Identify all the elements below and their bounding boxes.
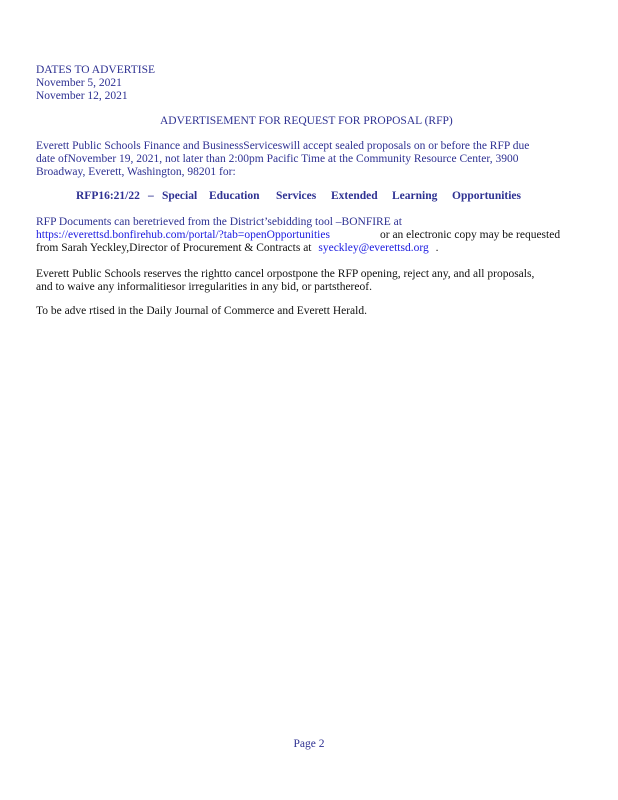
page-title: ADVERTISEMENT FOR REQUEST FOR PROPOSAL (RFP) <box>160 115 453 127</box>
page-number: Page 2 <box>293 738 325 750</box>
rfp-word-special: Special <box>162 190 198 202</box>
rfp-dash: – <box>148 190 154 202</box>
rfp-word-services: Services <box>276 190 317 202</box>
documents-period: . <box>435 242 439 254</box>
reserves-line-2: and to waive any informalitiesor irregularities in any bid, or partsthereof. <box>36 281 372 293</box>
intro-line-1: Everett Public Schools Finance and BusinessServiceswill accept sealed proposals on or before the RFP due <box>36 140 530 152</box>
advertise-date-1: November 5, 2021 <box>36 77 122 89</box>
documents-line-3 <box>36 242 438 255</box>
advertise-date-2: November 12, 2021 <box>36 90 128 102</box>
rfp-number: RFP16:21/22 <box>76 190 140 202</box>
rfp-word-opportunities: Opportunities <box>452 190 522 202</box>
documents-line-1: RFP Documents can beretrieved from the District’sebidding tool –BONFIRE at <box>36 216 402 228</box>
intro-line-2: date ofNovember 19, 2021, not later than 2:00pm Pacific Time at the Community Resource Center, 3900 <box>36 153 519 165</box>
advertised-line: To be adve rtised in the Daily Journal of Commerce and Everett Herald. <box>36 305 367 317</box>
rfp-word-education: Education <box>209 190 260 202</box>
documents-line-2-rest: or an electronic copy may be requested <box>380 229 561 241</box>
intro-line-3: Broadway, Everett, Washington, 98201 for: <box>36 166 236 178</box>
reserves-line-1: Everett Public Schools reserves the rightto cancel orpostpone the RFP opening, reject any, and all proposals, <box>36 268 535 280</box>
documents-line-2 <box>36 229 330 242</box>
email-link[interactable]: syeckley@everettsd.org <box>318 242 429 254</box>
bonfire-link[interactable]: https://everettsd.bonfirehub.com/portal/?tab=openOpportunities <box>36 229 330 241</box>
rfp-heading <box>0 190 618 204</box>
documents-contact-text: from Sarah Yeckley,Director of Procurement & Contracts at <box>36 242 312 254</box>
rfp-word-extended: Extended <box>331 190 378 202</box>
rfp-word-learning: Learning <box>392 190 438 202</box>
dates-title: DATES TO ADVERTISE <box>36 64 156 76</box>
